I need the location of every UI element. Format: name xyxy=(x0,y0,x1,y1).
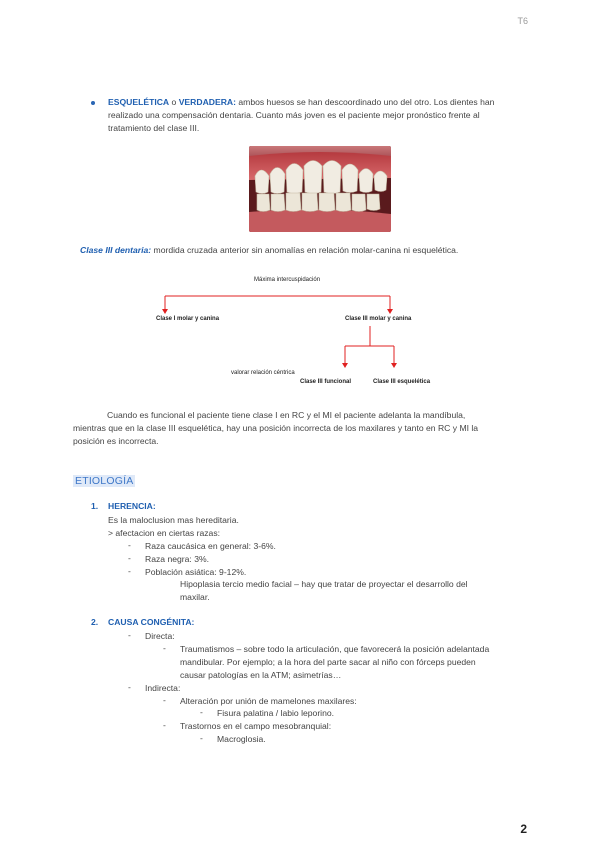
arrow-icon xyxy=(391,363,397,368)
clase3-dentaria-line: Clase III dentaria: mordida cruzada anterior sin anomalías en relación molar-canina ni esquelética. xyxy=(80,245,459,255)
list-item: Macroglosia. xyxy=(217,734,266,744)
list-item: Hipoplasia tercio medio facial – hay que tratar de proyectar el desarrollo del maxilar. xyxy=(180,579,468,602)
herencia-title: HERENCIA: xyxy=(108,501,156,511)
page-number: 2 xyxy=(520,822,527,836)
list-item: > afectacion en ciertas razas: xyxy=(108,528,221,538)
dash-bullet: - xyxy=(128,682,131,692)
list-number: 1. xyxy=(91,501,99,511)
list-item: Trastornos en el campo mesobranquial: xyxy=(180,721,332,731)
list-item: Indirecta: xyxy=(145,683,181,693)
list-number: 2. xyxy=(91,617,99,627)
list-item: Directa: xyxy=(145,631,175,641)
section-title-etiologia: ETIOLOGÍA xyxy=(75,475,134,487)
list-item: Raza caucásica en general: 3-6%. xyxy=(145,541,276,551)
causa-congenita-title: CAUSA CONGÉNITA: xyxy=(108,617,195,627)
arrow-icon xyxy=(162,309,168,314)
list-item: Raza negra: 3%. xyxy=(145,554,210,564)
dash-bullet: - xyxy=(200,707,203,717)
dash-bullet: - xyxy=(128,540,131,550)
dash-bullet: - xyxy=(200,733,203,743)
diagram-leaf-esqueletica: Clase III esquelética xyxy=(373,379,431,385)
header-tag: T6 xyxy=(517,16,528,26)
diagram-right: Clase III molar y canina xyxy=(345,316,412,322)
term-clase3-dentaria: Clase III dentaria: xyxy=(80,245,152,255)
functional-paragraph: Cuando es funcional el paciente tiene clase I en RC y el MI el paciente adelanta la mandíbula, mientras que en la clase III esquelética, hay una posición incorrecta de los maxilares y tanto en RC y MI la posición es incorrecta. xyxy=(73,410,479,446)
list-item: Fisura palatina / labio leporino. xyxy=(217,708,335,718)
dash-bullet: - xyxy=(163,643,166,653)
diagram-note: valorar relación céntrica xyxy=(231,370,295,376)
arrow-icon xyxy=(387,309,393,314)
dash-bullet: - xyxy=(163,695,166,705)
dash-bullet: - xyxy=(128,566,131,576)
diagram-root: Máxima intercuspidación xyxy=(254,277,321,283)
diagram-leaf-funcional: Clase III funcional xyxy=(300,379,352,385)
term-verdadera: VERDADERA: xyxy=(178,97,236,107)
list-item: Alteración por unión de mamelones maxilares: xyxy=(180,696,357,706)
list-item: Es la maloclusion mas hereditaria. xyxy=(108,515,239,525)
arrow-icon xyxy=(342,363,348,368)
dash-bullet: - xyxy=(128,553,131,563)
list-item: Población asiática: 9-12%. xyxy=(145,567,247,577)
dash-bullet: - xyxy=(163,720,166,730)
esqueletica-paragraph: ESQUELÉTICA o VERDADERA: ambos huesos se han descoordinado uno del otro. Los dientes han realizado una compensación dentaria. Cuanto más joven es el paciente mejor pronóstico frente al tratamiento del clase III. xyxy=(108,97,495,133)
dash-bullet: - xyxy=(128,630,131,640)
list-item: Traumatismos – sobre todo la articulación, que favorecerá la posición adelantada mandibular. Por ejemplo; a la hora del parte sacar al niño con fórceps pueden causar patologías en la ATM; asimetrías… xyxy=(180,644,490,680)
term-esqueletica: ESQUELÉTICA xyxy=(108,97,170,107)
diagram-left: Clase I molar y canina xyxy=(156,316,220,322)
